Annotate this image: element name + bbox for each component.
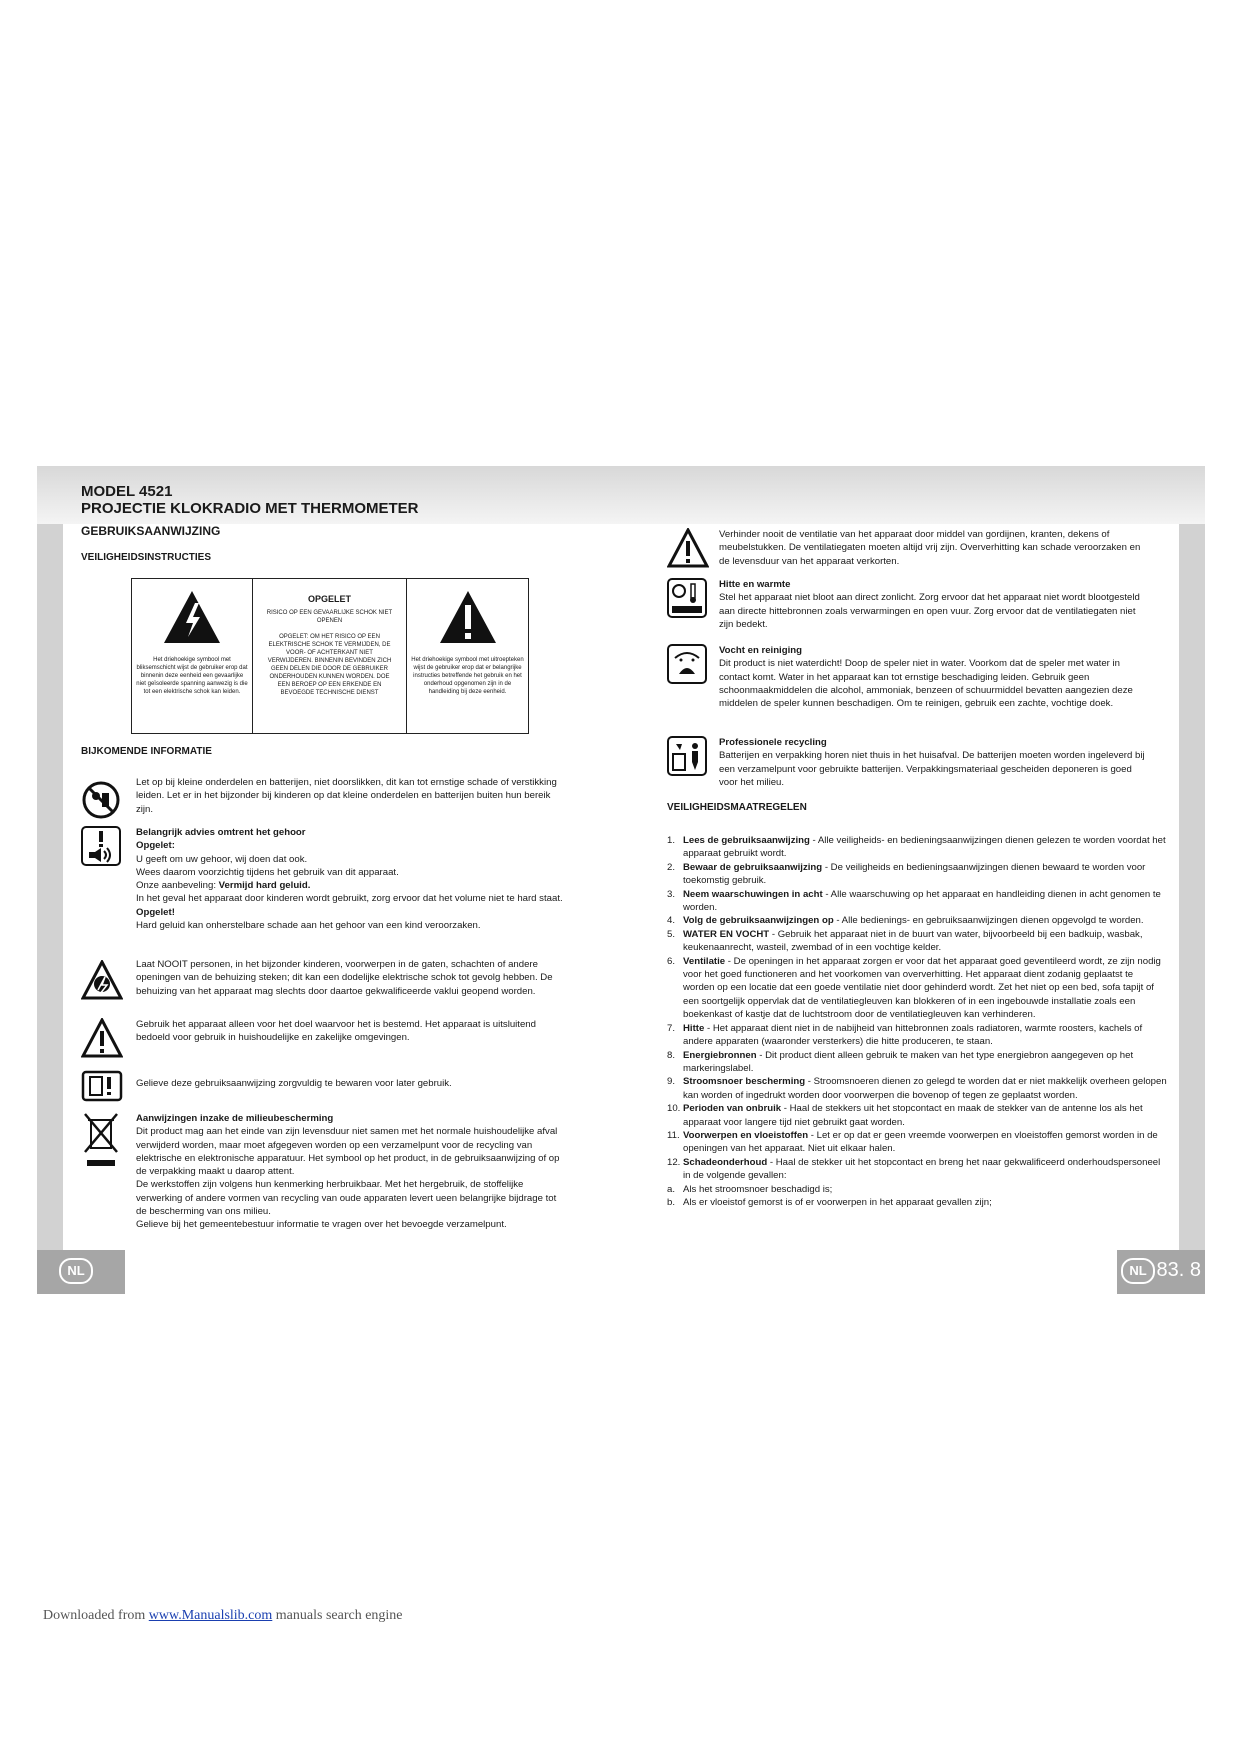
crossed-bin-icon <box>81 1112 121 1170</box>
page-title <box>81 483 419 517</box>
caution-center-cell <box>253 579 407 733</box>
measure-item: 9. Stroomsnoer bescherming - Stroomsnoeren dienen zo gelegd te worden dat er niet makkelijk overheen gelopen kan worden of ingedrukt worden door voorwerpen die bovenop of tegen ze geplaatst worden. <box>667 1076 1167 1101</box>
page-number: 83. 8 <box>1156 1259 1201 1281</box>
general-warning-icon <box>81 1018 123 1058</box>
extra-info-column <box>81 776 581 1246</box>
hearing-line-2: Wees daarom voorzichtig tijdens het gebruik van dit apparaat. <box>136 866 399 878</box>
measure-item: 8. Energiebronnen - Dit product dient alleen gebruik te maken van het type energiebron aangegeven op het markeringslabel. <box>667 1049 1134 1074</box>
heat-text <box>719 578 1151 631</box>
never-objects-text: Laat NOOIT personen, in het bijzonder kinderen, voorwerpen in de gaten, schachten of andere openingen van de behuizing steken; dit kan een dodelijke elektrische schok tot gevolg hebben. De behuizing van het apparaat mag slechts door daartoe gekwalificeerde vaklui geopend worden. <box>136 959 553 997</box>
download-prefix: Downloaded from <box>43 1608 149 1623</box>
lightning-triangle-icon <box>162 589 222 645</box>
exclamation-triangle-icon <box>438 589 498 645</box>
intended-use-text: Gebruik het apparaat alleen voor het doel waarvoor het is bestemd. Het apparaat is uitsluitend bedoeld voor gebruik in huishoudelijke en zakelijke omgevingen. <box>136 1019 536 1044</box>
hearing-line-3a: Onze aanbeveling: <box>136 880 219 892</box>
heat-icon <box>667 578 707 618</box>
measure-item: 2. Bewaar de gebruiksaanwijzing - De veiligheids en bedieningsaanwijzingen dienen bewaard te worden voor toekomstig gebruik. <box>667 861 1146 887</box>
moisture-cleaning-icon <box>667 644 707 684</box>
environment-text-2: De werkstoffen zijn volgens hun kenmerking herbruikbaar. Met het hergebruik, de stoffelijke verwerking of andere vormen van recycling van oude apparaten levert ueen belangrijke bijdrage tot de bescherming van ons milieu. <box>136 1179 557 1218</box>
download-footer <box>43 1608 403 1624</box>
caution-title: OPGELET <box>307 594 351 604</box>
download-suffix: manuals search engine <box>272 1608 403 1623</box>
hearing-line-1: U geeft om uw gehoor, wij doen dat ook. <box>136 853 308 865</box>
caution-subtitle: RISICO OP EEN GEVAARLIJKE SCHOK NIET OPENEN <box>266 610 393 624</box>
recycling-icon <box>667 736 707 776</box>
electric-shock-warning-icon <box>81 960 123 1000</box>
exclamation-explanation: Het driehoekige symbool met uitroepteken wijst de gebruiker erop dat er belangrijke instructies betreffende het gebruik en het onderhoud opgenomen zijn in de handleiding bij deze eenheid. <box>411 657 524 695</box>
moisture-text <box>719 644 1151 710</box>
language-badge-left: NL <box>59 1258 93 1284</box>
moisture-body: Dit product is niet waterdicht! Doop de speler niet in water. Voorkom dat de speler met water in contact komt. Water in het apparaat kan tot ernstige beschadiging leiden. Gebruik geen schoonmaakmiddelen die alcohol, ammoniak, benzeen of schuurmiddel bevatten aangezien deze middelen de speler kunnen beschadigen. Om te reinigen, gebruik een zachte, vochtige doek. <box>719 658 1133 710</box>
environment-text-1: Dit product mag aan het einde van zijn levensduur niet samen met het normale huishoudelijke afval verwijderd worden, maar moet afgegeven worden op een verzamelpunt voor de recycling van elektrische en elektronische apparatuur. Het symbool op het product, in de gebruiksaanwijzing of op de verpakking maakt u daarop attent. <box>136 1126 560 1178</box>
measure-item: 12. Schadeonderhoud - Haal de stekker uit het stopcontact en breng het naar gekwalificeerd onderhoudspersoneel in de volgende gevallen: <box>667 1156 1161 1182</box>
measure-item: 10. Perioden van onbruik - Haal de stekkers uit het stopcontact en maak de stekker van de antenne los als het apparaat voor langere tijd niet gebruikt gaat worden. <box>667 1103 1143 1128</box>
ventilation-warning-icon <box>667 528 709 568</box>
measure-item: 7. Hitte - Het apparaat dient niet in de nabijheid van hittebronnen zoals radiatoren, warmte roosters, kachels of andere apparaten (waaronder versterkers) die hitte produceren, te staan. <box>667 1022 1143 1048</box>
keep-manual-text: Gelieve deze gebruiksaanwijzing zorgvuldig te bewaren voor later gebruik. <box>136 1078 452 1089</box>
measures-list <box>667 834 1167 1209</box>
measure-item: 1. Lees de gebruiksaanwijzing - Alle veiligheids- en bedieningsaanwijzingen dienen gelezen te worden voordat het apparaat gebruikt wordt. <box>667 835 1166 860</box>
caution-text: OPGELET: OM HET RISICO OP EEN ELEKTRISCHE SCHOK TE VERMIJDEN, DE VOOR- OF ACHTERKANT NIET VERWIJDEREN. BINNENIN BEVINDEN ZICH GEEN DELEN DIE DOOR DE GEBRUIKER ONDERHOUDEN KUNNEN WORDEN. DOE EEN BEROEP OP EEN ERKENDE EN BEVOEGDE TECHNISCHE DIENST <box>267 634 392 696</box>
right-info-column <box>663 528 1183 788</box>
measure-item: 5. WATER EN VOCHT - Gebruik het apparaat niet in de buurt van water, bijvoorbeeld bij een badkuip, wasbak, keukenaanrecht, wasteil, zwembad of in een vochtige kelder. <box>667 928 1143 954</box>
heat-title: Hitte en warmte <box>719 579 791 590</box>
safety-heading: VEILIGHEIDSINSTRUCTIES <box>81 552 212 563</box>
recycling-body: Batterijen en verpakking horen niet thuis in het huisafval. De batterijen moeten worden ingeleverd bij een verzamelpunt voor gebruikte batterijen. Verpakkingsmateriaal gescheiden deponeren is goed voor het milieu. <box>719 750 1145 788</box>
recycling-text <box>719 736 1151 789</box>
caution-lightning-cell <box>132 579 253 733</box>
manual-book-icon <box>81 1070 123 1102</box>
language-badge-right: NL <box>1121 1258 1155 1284</box>
hearing-opgelet-2: Opgelet! <box>136 906 175 918</box>
small-parts-text: Let op bij kleine onderdelen en batterijen, niet doorslikken, dit kan tot ernstige schade of verstikking leiden. Let er in het bijzonder bij kinderen op dat kleine onderdelen en batterijen buiten hun bereik zijn. <box>136 777 557 815</box>
hearing-warning-icon <box>81 826 121 866</box>
extra-info-heading: BIJKOMENDE INFORMATIE <box>81 746 212 757</box>
left-footer-tab <box>37 1250 125 1294</box>
hearing-title: Belangrijk advies omtrent het gehoor <box>136 827 306 838</box>
measure-item: 11. Voorwerpen en vloeistoffen - Let er op dat er geen vreemde voorwerpen en vloeistoffen gemorst worden in de openingen van het apparaat. Niet uit elkaar halen. <box>667 1129 1158 1155</box>
product-title: PROJECTIE KLOKRADIO MET THERMOMETER <box>81 500 419 517</box>
manual-spread <box>37 466 1205 1294</box>
hearing-line-4: In het geval het apparaat door kinderen wordt gebruikt, zorg ervoor dat het volume niet te hard staat. <box>136 893 563 905</box>
measure-item: 4. Volg de gebruiksaanwijzingen op - Alle bedienings- en gebruiksaanwijzingen dienen opgevolgd te worden. <box>667 915 1144 927</box>
moisture-title: Vocht en reiniging <box>719 645 802 656</box>
recycling-title: Professionele recycling <box>719 737 827 748</box>
environment-text <box>136 1112 566 1232</box>
environment-text-3: Gelieve bij het gemeentebestuur informatie te vragen over het bevoegde verzamelpunt. <box>136 1219 507 1231</box>
measure-item: 3. Neem waarschuwingen in acht - Alle waarschuwing op het apparaat en handleiding dienen in acht genomen te worden. <box>667 888 1161 914</box>
manual-heading: GEBRUIKSAANWIJZING <box>81 524 221 538</box>
ventilation-text: Verhinder nooit de ventilatie van het apparaat door middel van gordijnen, kranten, dekens of meubelstukken. De ventilatiegaten moeten altijd vrij zijn. Oververhitting kan schade veroorzaken en de levensduur van het apparaat verkorten. <box>719 529 1141 567</box>
measure-item: a. Als het stroomsnoer beschadigd is; <box>667 1183 833 1195</box>
environment-title: Aanwijzingen inzake de milieubescherming <box>136 1113 334 1124</box>
hearing-line-5: Hard geluid kan onherstelbare schade aan het gehoor van een kind veroorzaken. <box>136 920 481 932</box>
measure-item: 6. Ventilatie - De openingen in het apparaat zorgen er voor dat het apparaat goed geventileerd wordt, ze zijn nodig voor het goed functioneren and het voorkomen van oververhitting. Het apparaat dient zodanig geplaatst te worden op een locatie dat een goede ventilatie niet door gehinderd wordt. Zet het niet op een bed, sofa tapijt of een soortgelijk oppervlak dat de ventilatiegleuven kan blokkeren of in een ingebouwde installatie zoals een boekenkast of kastje dat de luchtstroom door de ventilatiegleuven kan verhinderen. <box>667 955 1161 1021</box>
hearing-opgelet-1: Opgelet: <box>136 840 175 852</box>
caution-exclamation-cell <box>407 579 528 733</box>
no-children-icon <box>81 780 121 820</box>
heat-body: Stel het apparaat niet bloot aan direct zonlicht. Zorg ervoor dat het apparaat niet wordt blootgesteld aan directe hittebronnen zoals verwarmingen en open vuur. Zorg ervoor dat de ventilatiegaten niet zijn bedekt. <box>719 592 1140 630</box>
hearing-text <box>136 826 566 932</box>
hearing-line-3b: Vermijd hard geluid. <box>218 880 311 892</box>
model-number: MODEL 4521 <box>81 483 173 500</box>
caution-box <box>131 578 529 734</box>
manualslib-link[interactable]: www.Manualslib.com <box>148 1608 273 1623</box>
lightning-explanation: Het driehoekige symbool met bliksemschicht wijst de gebruiker erop dat binnenin deze eenheid een gevaarlijke niet geïsoleerde spanning aanwezig is die tot een elektrische schok kan leiden. <box>136 657 248 695</box>
measures-heading: VEILIGHEIDSMAATREGELEN <box>667 802 807 813</box>
measure-item: b. Als er vloeistof gemorst is of er voorwerpen in het apparaat gevallen zijn; <box>667 1196 992 1208</box>
left-side-strip <box>37 524 63 1254</box>
